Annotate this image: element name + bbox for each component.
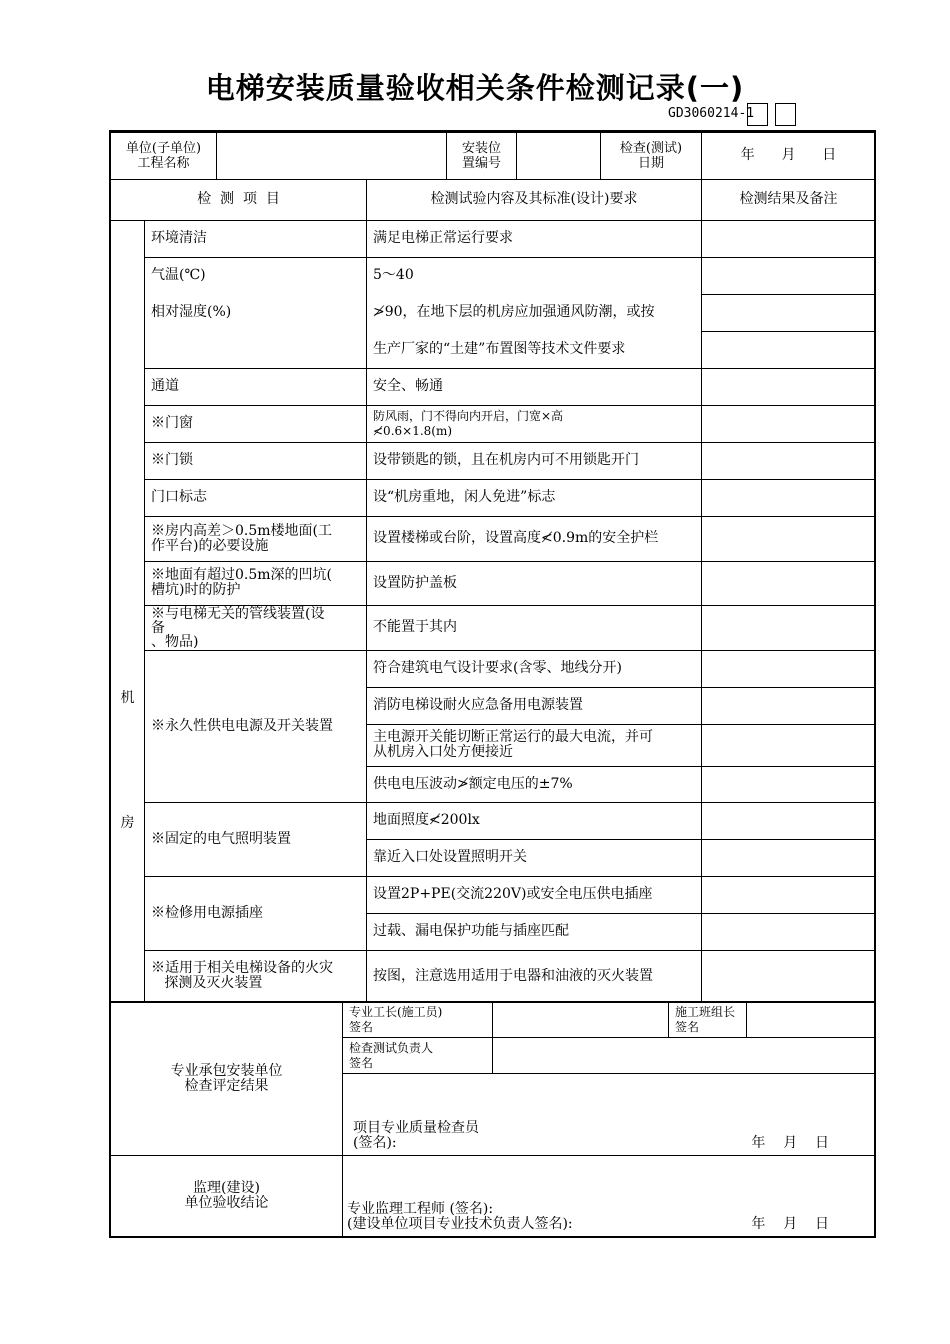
tester-signature[interactable]	[493, 1038, 876, 1074]
supervisor-label: 监理(建设) 单位验收结论	[111, 1156, 343, 1237]
row-result[interactable]	[702, 605, 876, 650]
qc-date: 年 月 日	[751, 1135, 829, 1151]
power-standard: 主电源开关能切断正常运行的最大电流，并可 从机房入口处方便接近	[367, 724, 702, 766]
column-standard: 检测试验内容及其标准(设计)要求	[367, 179, 702, 220]
socket-standard: 过载、漏电保护功能与插座匹配	[367, 913, 702, 950]
position-label: 安装位 置编号	[447, 132, 517, 179]
position-value[interactable]	[517, 132, 601, 179]
inspection-table	[110, 131, 876, 1003]
row-result[interactable]	[702, 294, 876, 331]
row-item: ※与电梯无关的管线装置(设 备 、物品)	[145, 605, 367, 650]
row-item: 相对湿度(%)	[145, 294, 367, 331]
row-result[interactable]	[702, 802, 876, 839]
section-label: 机 房	[111, 220, 145, 1003]
power-item: ※永久性供电电源及开关装置	[145, 650, 367, 802]
qc-cell[interactable]	[343, 1074, 876, 1156]
qc-label: 项目专业质量检查员 (签名):	[353, 1120, 479, 1151]
form-code: GD3060214-1	[668, 106, 755, 121]
row-item: 气温(℃)	[145, 257, 367, 294]
column-item: 检 测 项 目	[111, 179, 367, 220]
row-result[interactable]	[702, 950, 876, 1002]
row-standard: ≯90，在地下层的机房应加强通风防潮，或按	[367, 294, 702, 331]
lighting-item: ※固定的电气照明装置	[145, 802, 367, 876]
code-box-1[interactable]	[747, 103, 768, 126]
row-result[interactable]	[702, 479, 876, 516]
row-item: 通道	[145, 368, 367, 405]
row-standard: 生产厂家的“土建”布置图等技术文件要求	[367, 331, 702, 368]
row-standard: 设置防护盖板	[367, 561, 702, 605]
power-standard: 符合建筑电气设计要求(含零、地线分开)	[367, 650, 702, 687]
unit-label: 单位(子单位) 工程名称	[111, 132, 217, 179]
row-standard: 设置楼梯或台阶，设置高度≮0.9m的安全护栏	[367, 516, 702, 561]
row-item: ※房内高差＞0.5m楼地面(工 作平台)的必要设施	[145, 516, 367, 561]
row-item: 环境清洁	[145, 220, 367, 257]
power-standard: 供电电压波动≯额定电压的±7%	[367, 766, 702, 802]
code-box-2[interactable]	[775, 103, 796, 126]
column-result: 检测结果及备注	[702, 179, 876, 220]
power-standard: 消防电梯设耐火应急备用电源装置	[367, 687, 702, 724]
row-standard: 5～40	[367, 257, 702, 294]
row-result[interactable]	[702, 724, 876, 766]
foreman-label: 专业工长(施工员) 签名	[343, 1002, 493, 1038]
row-result[interactable]	[702, 876, 876, 913]
lighting-standard: 靠近入口处设置照明开关	[367, 839, 702, 876]
row-item: ※地面有超过0.5m深的凹坑( 槽坑)时的防护	[145, 561, 367, 605]
row-standard: 设带锁匙的锁，且在机房内可不用锁匙开门	[367, 442, 702, 479]
unit-value[interactable]	[217, 132, 447, 179]
check-date-label: 检查(测试) 日期	[601, 132, 702, 179]
row-item: ※门锁	[145, 442, 367, 479]
lighting-standard: 地面照度≮200lx	[367, 802, 702, 839]
row-result[interactable]	[702, 839, 876, 876]
row-result[interactable]	[702, 687, 876, 724]
supervisor-sign: 专业监理工程师 (签名): (建设单位项目专业技术负责人签名):	[347, 1201, 573, 1232]
socket-item: ※检修用电源插座	[145, 876, 367, 950]
row-result[interactable]	[702, 650, 876, 687]
supervisor-date: 年 月 日	[751, 1216, 829, 1232]
tester-label: 检查测试负责人 签名	[343, 1038, 493, 1074]
row-result[interactable]	[702, 257, 876, 294]
row-standard: 设“机房重地，闲人免进”标志	[367, 479, 702, 516]
row-item	[145, 331, 367, 368]
row-item: 门口标志	[145, 479, 367, 516]
row-standard: 安全、畅通	[367, 368, 702, 405]
page-title: 电梯安装质量验收相关条件检测记录(一)	[205, 71, 745, 105]
date-value[interactable]: 年 月 日	[702, 132, 876, 179]
row-result[interactable]	[702, 516, 876, 561]
supervisor-cell[interactable]	[343, 1156, 876, 1237]
contractor-label: 专业承包安装单位 检查评定结果	[111, 1002, 343, 1156]
team-leader-signature[interactable]	[747, 1002, 876, 1038]
row-result[interactable]	[702, 405, 876, 442]
row-result[interactable]	[702, 368, 876, 405]
row-result[interactable]	[702, 766, 876, 802]
signoff-table	[110, 1001, 876, 1237]
foreman-signature[interactable]	[493, 1002, 669, 1038]
row-standard: 满足电梯正常运行要求	[367, 220, 702, 257]
row-result[interactable]	[702, 561, 876, 605]
fire-item: ※适用于相关电梯设备的火灾 探测及灭火装置	[145, 950, 367, 1002]
row-standard: 防风雨，门不得向内开启，门宽×高 ≮0.6×1.8(m)	[367, 405, 702, 442]
row-result[interactable]	[702, 220, 876, 257]
fire-standard: 按图，注意选用适用于电器和油液的灭火装置	[367, 950, 702, 1002]
row-result[interactable]	[702, 913, 876, 950]
team-leader-label: 施工班组长 签名	[669, 1002, 747, 1038]
row-item: ※门窗	[145, 405, 367, 442]
socket-standard: 设置2P+PE(交流220V)或安全电压供电插座	[367, 876, 702, 913]
row-standard: 不能置于其内	[367, 605, 702, 650]
row-result[interactable]	[702, 331, 876, 368]
row-result[interactable]	[702, 442, 876, 479]
